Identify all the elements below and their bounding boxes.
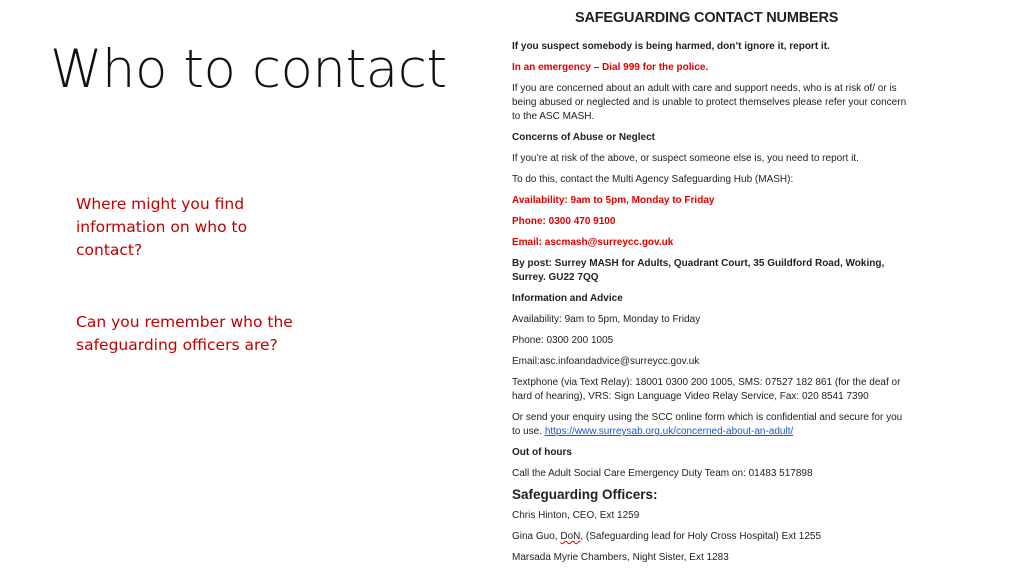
info-email: Email:asc.infoandadvice@surreycc.gov.uk (512, 356, 700, 367)
safeguarding-document (512, 10, 912, 565)
intro-text: If you suspect somebody is being harmed, don’t ignore it, report it. (512, 41, 830, 52)
online-form-link[interactable]: https://www.surreysab.org.uk/concerned-about-an-adult/ (544, 426, 794, 437)
document-title: SAFEGUARDING CONTACT NUMBERS (575, 10, 839, 26)
question-find-information: Where might you find information on who to contact? (76, 195, 248, 259)
officer-2-role: DoN (560, 531, 581, 542)
info-availability: Availability: 9am to 5pm, Monday to Friday (512, 314, 701, 325)
mash-intro: To do this, contact the Multi Agency Safeguarding Hub (MASH): (512, 174, 794, 185)
online-form-text: Or send your enquiry using the SCC online form which is confidential and secure for you to use. (512, 412, 903, 437)
abuse-text: If you’re at risk of the above, or suspect someone else is, you need to report it. (512, 153, 859, 164)
question-safeguarding-officers: Can you remember who the safeguarding officers are? (76, 313, 293, 354)
slide-title: Who to contact (50, 39, 447, 100)
info-heading: Information and Advice (512, 293, 623, 304)
mash-email: Email: ascmash@surreycc.gov.uk (512, 237, 674, 248)
emergency-text: In an emergency – Dial 999 for the police. (512, 62, 709, 73)
officer-2-rest: , (Safeguarding lead for Holy Cross Hospital) Ext 1255 (580, 531, 822, 542)
officer-3: Marsada Myrie Chambers, Night Sister, Ext 1283 (512, 552, 729, 563)
online-form-paragraph (512, 411, 912, 439)
officers-heading: Safeguarding Officers: (512, 487, 658, 502)
info-phone: Phone: 0300 200 1005 (512, 335, 614, 346)
concern-text: If you are concerned about an adult with care and support needs, who is at risk of/ or is being abused or neglected and is unable to protect themselves please refer your concern to the ASC MASH. (512, 83, 907, 122)
officer-2-name: Gina Guo, (512, 531, 561, 542)
out-of-hours-text: Call the Adult Social Care Emergency Duty Team on: 01483 517898 (512, 468, 813, 479)
mash-availability: Availability: 9am to 5pm, Monday to Friday (512, 195, 715, 206)
mash-phone: Phone: 0300 470 9100 (512, 216, 616, 227)
officer-1: Chris Hinton, CEO, Ext 1259 (512, 510, 640, 521)
abuse-heading: Concerns of Abuse or Neglect (512, 132, 655, 143)
textphone-text: Textphone (via Text Relay): 18001 0300 200 1005, SMS: 07527 182 861 (for the deaf or hard of hearing), VRS: Sign Language Video Relay Service, Fax: 020 8541 7390 (512, 377, 901, 402)
out-of-hours-heading: Out of hours (512, 447, 572, 458)
post-address: By post: Surrey MASH for Adults, Quadrant Court, 35 Guildford Road, Woking, Surrey. GU22 7QQ (512, 258, 885, 283)
officer-2 (512, 530, 912, 544)
